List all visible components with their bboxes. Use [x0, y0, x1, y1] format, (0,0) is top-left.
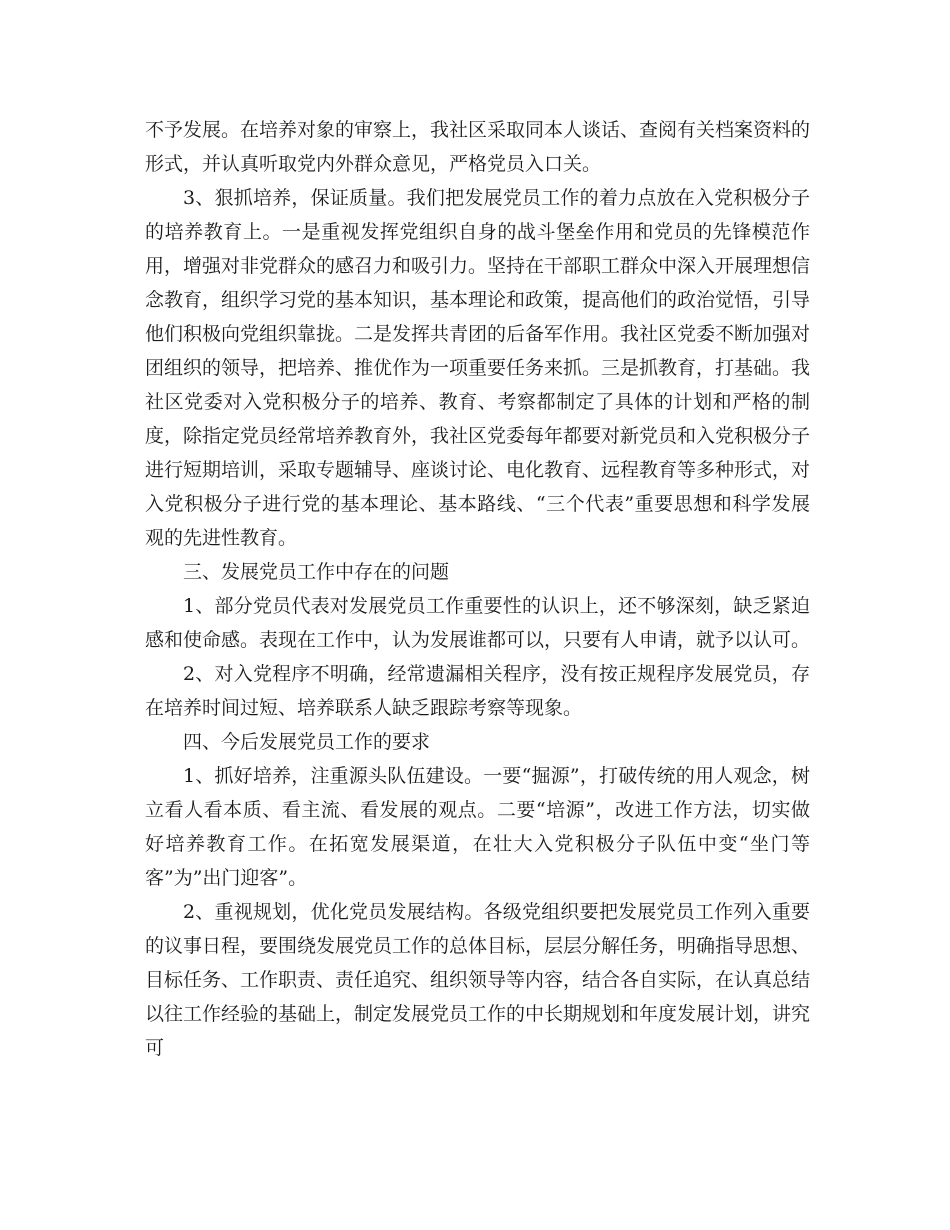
- paragraph-training-quality: 3、狠抓培养，保证质量。我们把发展党员工作的着力点放在入党积极分子的培养教育上。一是重视发挥党组织自身的战斗堡垒作用和党员的先锋模范作用，增强对非党群众的感召力和吸引力。坚持在干部职工群众中深入开展理想信念教育，组织学习党的基本知识，基本理论和政策，提高他们的政治觉悟，引导他们积极向党组织靠拢。二是发挥共青团的后备军作用。我社区党委不断加强对团组织的领导，把培养、推优作为一项重要任务来抓。三是抓教育，打基础。我社区党委对入党积极分子的培养、教育、考察都制定了具体的计划和严格的制度，除指定党员经常培养教育外，我社区党委每年都要对新党员和入党积极分子进行短期培训，采取专题辅导、座谈讨论、电化教育、远程教育等多种形式，对入党积极分子进行党的基本理论、基本路线、“三个代表”重要思想和科学发展观的先进性教育。: [145, 187, 811, 549]
- paragraph-requirement-1: 1、抓好培养，注重源头队伍建设。一要“掘源”，打破传统的用人观念，树立看人看本质、看主流、看发展的观点。二要“培源”，改进工作方法，切实做好培养教育工作。在拓宽发展渠道，在壮大入党积极分子队伍中变“坐门等客”为”出门迎客”。: [145, 765, 810, 889]
- paragraph-requirement-2: 2、重视规划，优化党员发展结构。各级党组织要把发展党员工作列入重要的议事日程，要围绕发展党员工作的总体目标，层层分解任务，明确指导思想、目标任务、工作职责、责任追究、组织领导等内容，结合各自实际，在认真总结以往工作经验的基础上，制定发展党员工作的中长期规划和年度发展计划，讲究可: [145, 901, 811, 1059]
- document-body: [145, 113, 810, 1065]
- section-heading-requirements: 四、今后发展党员工作的要求: [183, 731, 431, 753]
- section-heading-problems: 三、发展党员工作中存在的问题: [183, 561, 450, 583]
- paragraph-problem-2: 2、对入党程序不明确，经常遗漏相关程序，没有按正规程序发展党员，存在培养时间过短、培养联系人缺乏跟踪考察等现象。: [145, 663, 810, 719]
- paragraph-problem-1: 1、部分党员代表对发展党员工作重要性的认识上，还不够深刻，缺乏紧迫感和使命感。表现在工作中，认为发展谁都可以，只要有人申请，就予以认可。: [145, 595, 811, 651]
- paragraph-continuation: 不予发展。在培养对象的审察上，我社区采取同本人谈话、查阅有关档案资料的形式，并认真听取党内外群众意见，严格党员入口关。: [145, 119, 811, 175]
